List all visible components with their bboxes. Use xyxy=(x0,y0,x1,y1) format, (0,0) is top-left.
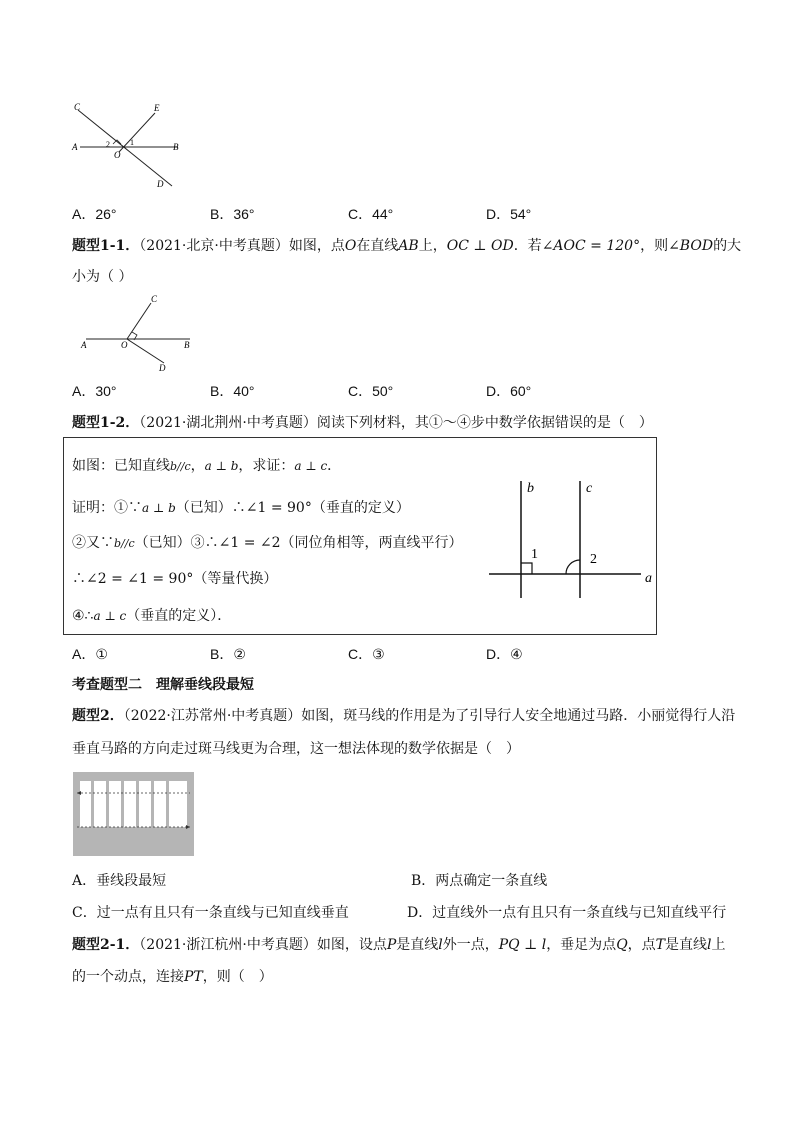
option-d: D．54° xyxy=(486,206,532,222)
proof-line-2: 证明：①∵a ⊥ b（已知）∴∠1 = 90°（垂直的定义） xyxy=(72,500,410,516)
option-b: B．40° xyxy=(210,383,255,399)
label-2: 2 xyxy=(590,552,597,567)
math-angle-aoc: ∠AOC = 120° xyxy=(541,238,641,254)
option-b: B．② xyxy=(210,646,246,662)
label-1: 1 xyxy=(130,138,134,147)
question-prefix: 题型2-1． xyxy=(72,937,140,953)
option-d: D．④ xyxy=(486,646,523,662)
option-d: D．60° xyxy=(486,383,532,399)
option-a: A．垂线段最短 xyxy=(72,873,167,889)
label-E: E xyxy=(154,103,160,113)
label-D: D xyxy=(157,179,164,189)
text-on-line: 在直线 xyxy=(356,238,399,254)
question-2-line1 xyxy=(72,706,735,726)
section-heading: 考查题型二 理解垂线段最短 xyxy=(72,677,254,693)
question-2-line2: 垂直马路的方向走过斑马线更为合理，这一想法体现的数学依据是（ ） xyxy=(72,741,520,757)
proof-line-3: ②又∵b//c（已知）③∴∠1 = ∠2（同位角相等，两直线平行） xyxy=(72,535,463,551)
label-a: a xyxy=(645,571,652,586)
question-2-1-line1: 题型2-1．（2021·浙江杭州·中考真题）如图，设点P是直线l外一点，PQ ⊥ l，垂足为点Q，点T是直线l上 xyxy=(72,937,726,953)
figure-parallel-lines xyxy=(484,476,656,606)
math-o: O xyxy=(344,238,357,254)
label-C: C xyxy=(74,102,81,112)
option-b: B．36° xyxy=(210,206,255,222)
label-c: c xyxy=(586,481,593,496)
math-angle-bod: ∠BOD xyxy=(668,238,714,254)
option-c: C．50° xyxy=(348,383,394,399)
label-A: A xyxy=(72,142,78,152)
option-d: D．过直线外一点有且只有一条直线与已知直线平行 xyxy=(407,905,727,921)
text-mid: 上， xyxy=(418,238,447,254)
option-a: A．30° xyxy=(72,383,117,399)
label-b: b xyxy=(527,481,534,496)
label-D: D xyxy=(159,363,166,373)
text-then: ，则 xyxy=(640,238,669,254)
figure-angle-cdoe xyxy=(68,100,198,192)
question-source: （2021·北京·中考真题）如图，点 xyxy=(139,238,345,254)
question-prefix: 题型2． xyxy=(72,708,124,724)
question-2-1-line2: 的一个动点，连接PT，则（ ） xyxy=(72,969,273,985)
question-prefix: 题型1-2． xyxy=(72,415,140,431)
proof-line-4: ∴∠2 = ∠1 = 90°（等量代换） xyxy=(72,571,278,587)
option-b: B．两点确定一条直线 xyxy=(411,873,548,889)
figure-crosswalk xyxy=(73,772,194,856)
proof-line-1: 如图：已知直线b//c，a ⊥ b，求证：a ⊥ c． xyxy=(72,458,342,474)
option-c: C．③ xyxy=(348,646,385,662)
label-B: B xyxy=(173,142,179,152)
label-B: B xyxy=(184,340,190,350)
label-A: A xyxy=(81,340,87,350)
question-body: （2022·江苏常州·中考真题）如图，斑马线的作用是为了引导行人安全地通过马路．小丽觉得行人沿 xyxy=(123,708,736,724)
text-tail: 的大 xyxy=(713,238,742,254)
text-if: ．若 xyxy=(513,238,542,254)
question-1-1 xyxy=(72,236,741,256)
label-1: 1 xyxy=(531,547,538,562)
question-prefix: 题型1-1． xyxy=(72,238,140,254)
proof-line-5: ④∴a ⊥ c（垂直的定义）． xyxy=(72,608,232,624)
figure-perpendicular-oc-od xyxy=(76,293,196,373)
label-O: O xyxy=(114,150,121,160)
label-O: O xyxy=(121,340,128,350)
question-body: （2021·湖北荆州·中考真题）阅读下列材料，其①～④步中数学依据错误的是（ ） xyxy=(139,415,653,431)
label-C: C xyxy=(151,294,158,304)
option-a: A．26° xyxy=(72,206,117,222)
option-c: C．过一点有且只有一条直线与已知直线垂直 xyxy=(72,905,349,921)
question-1-2 xyxy=(72,413,653,433)
label-2: 2 xyxy=(106,140,110,149)
question-1-1-line2: 小为（ ） xyxy=(72,269,133,285)
option-a: A．① xyxy=(72,646,108,662)
math-oc-perp-od: OC ⊥ OD xyxy=(446,238,514,254)
option-c: C．44° xyxy=(348,206,394,222)
math-ab: AB xyxy=(398,238,419,254)
